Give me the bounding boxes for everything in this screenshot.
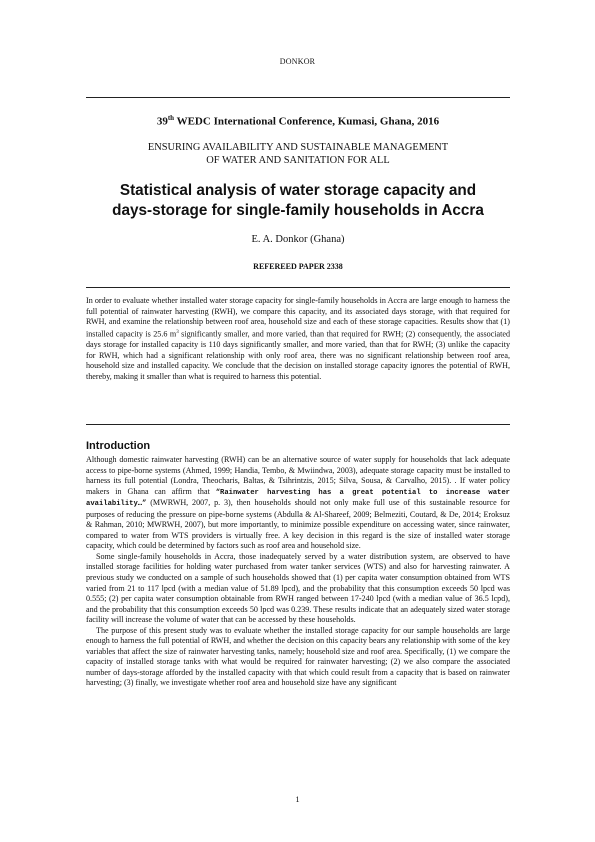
policy-quote: “Rainwater harvesting has a great potential to increase water availability…” (86, 488, 510, 509)
abstract-part-1: In order to evaluate whether installed water storage capacity for single-family households in Accra are large enough to harness the full potential of rainwater harvesting (RWH), we compare this capacity, and its associated days storage, with that required for RWH, and examine the relationship between roof area, household size and each of these storage capacities. Results show that (1) installed capacity is 25.6 m (86, 296, 510, 339)
page-number: 1 (295, 794, 300, 804)
author-line: E. A. Donkor (Ghana) (251, 234, 345, 245)
paragraph-1-start: Although domestic rainwater harvesting (RWH) can be an alternative source of water supply for households that lack adequate access to pipe-borne systems (Ahmed, 1999; Handia, Tembo, & Mwiindwa, 2003), adequate storage capacity must be installed to harness its full potential (Londra, Theocharis, Baltas, & Tsihrintzis, 2015; Silva, Sousa, & Carvalho, 2015). . If water policy makers in Ghana can affirm that (86, 455, 510, 496)
section-heading-introduction: Introduction (86, 440, 151, 452)
conference-number: 39 (156, 115, 168, 128)
abstract-top-rule (86, 287, 510, 288)
abstract (86, 296, 510, 382)
paragraph-2: Some single-family households in Accra, those inadequately served by a water distribution system, are observed to have installed storage facilities for holding water purchased from water tanker services (WTS) and also for harvesting rainwater. A previous study we conducted on a sample of such households showed that (1) per capita water consumption obtained from WTS varied from 21 to 117 lpcd (with a median value of 51.89 lpcd), and the probability that this consumption exceeds 50 lpcd was 0.555; (2) per capita water consumption obtainable from RWH ranged between 17-240 lpcd (with a median value of 36.5 lcpd), and the probability that this consumption exceeds 50 lpcd was 0.239. These results indicate that an adequately sized water storage facility will increase the volume of water that can be accessed by these households. (86, 551, 510, 625)
paper-title (86, 181, 510, 221)
abstract-part-2: significantly smaller, and more varied, than that required for RWH; (2) consequently, the associated days storage for installed capacity is 110 days significantly smaller, and more varied, than that for RWH; (3) unlike the capacity for RWH, which had a significant relationship with only roof area, there was no significant relationship between roof area, household size and installed capacity. We conclude that the decision on installed storage capacity ignores the potential of RWH, thereby, making it smaller than what is required to harness this potential. (86, 329, 510, 381)
title-line-2: days-storage for single-family households in Accra (112, 202, 484, 219)
introduction-body (86, 455, 510, 689)
conference-text: WEDC International Conference, Kumasi, Ghana, 2016 (174, 115, 440, 128)
abstract-superscript: 3 (176, 329, 179, 335)
paragraph-1 (86, 455, 510, 552)
conference-theme (86, 141, 510, 167)
running-head: DONKOR (279, 57, 316, 66)
theme-line-2: OF WATER AND SANITATION FOR ALL (206, 155, 390, 166)
theme-line-1: ENSURING AVAILABILITY AND SUSTAINABLE MANAGEMENT (147, 142, 449, 153)
conference-ordinal-suffix: th (167, 114, 175, 122)
conference-line (86, 114, 510, 128)
header-rule (86, 97, 510, 98)
paragraph-3: The purpose of this present study was to evaluate whether the installed storage capacity for our sample households are large enough to harness the full potential of RWH, and whether the decision on this capacity bears any relationship with some of the key variables that affect the size of rainwater harvesting tanks, namely; household size and roof area. Specifically, (1) we compare the capacity of installed storage tanks with what would be required for rainwater harvesting; (2) we also compare the associated number of days-storage afforded by the installed capacity with that which could result from a capacity that is based on rainwater harvesting; (3) finally, we investigate whether roof area and household size have any significant (86, 625, 510, 688)
paragraph-1-end: (MWRWH, 2007, p. 3), then households should not only make full use of this sustainable resource for purposes of reducing the pressure on pipe-borne systems (Abdulla & Al-Shareef, 2009; Belmeziti, Coutard, & De, 2014; Eroksuz & Rahman, 2010; MWRWH, 2007), but more importantly, to minimize possible expenditure on accessing water, since rainwater, compared to water from WTS providers is virtually free. A key decision in this regard is the size of installed water storage capacity, which could be determined by factors such as roof area and household size. (86, 498, 510, 551)
abstract-bottom-rule (86, 424, 510, 425)
paper-id: REFEREED PAPER 2338 (253, 262, 343, 271)
title-line-1: Statistical analysis of water storage capacity and (119, 182, 477, 199)
